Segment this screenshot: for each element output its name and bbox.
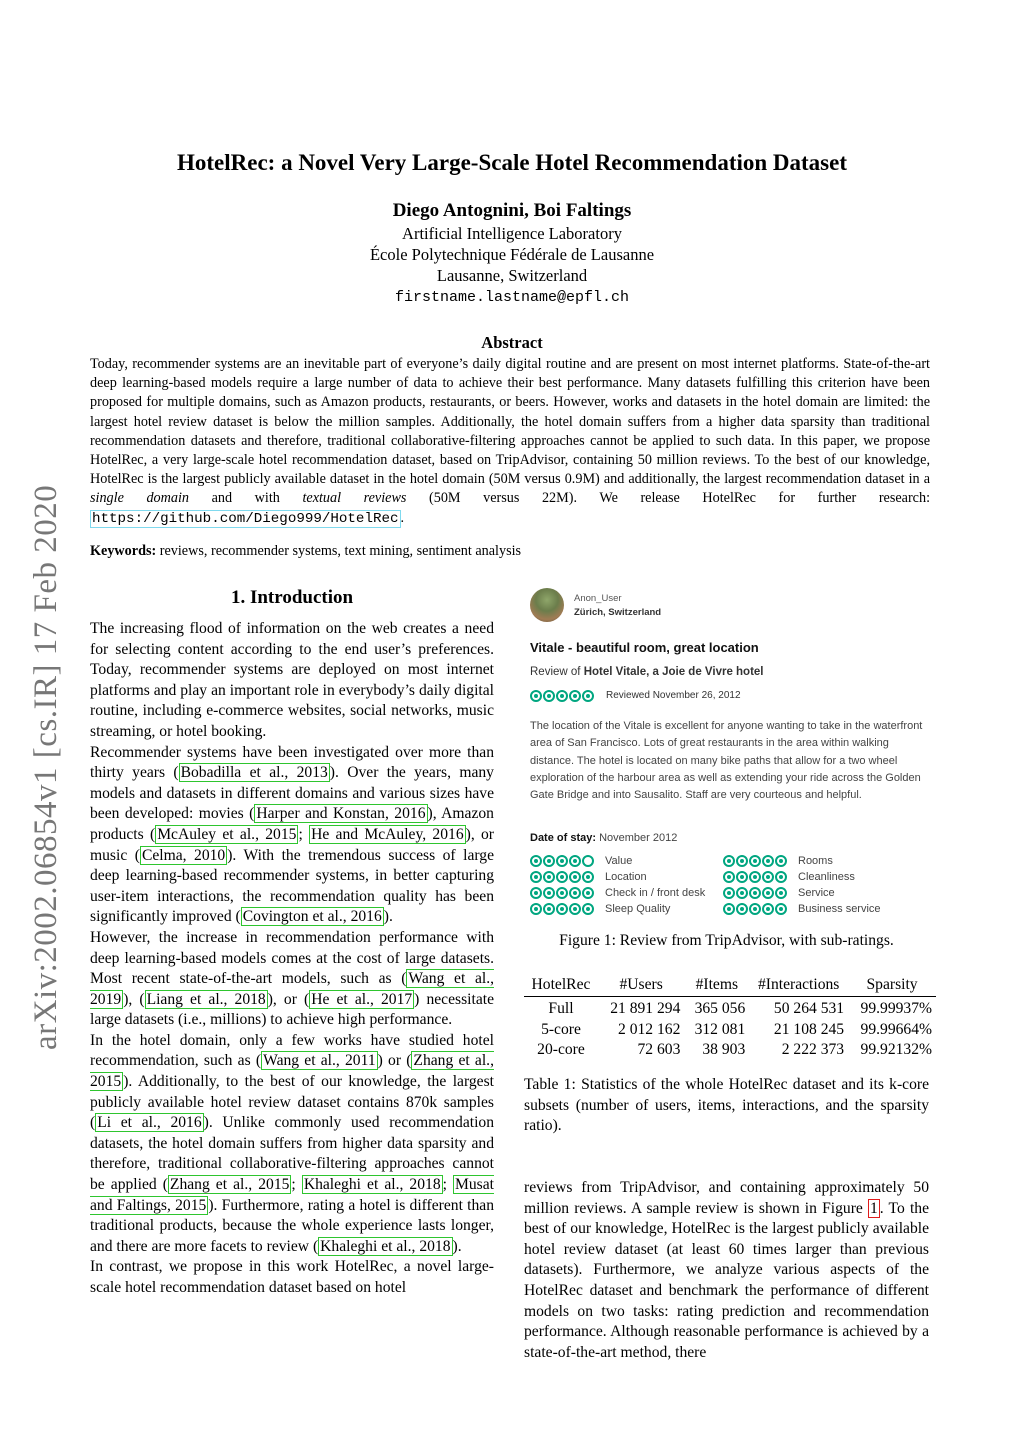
rating-bubble-filled-icon [569,903,581,915]
citation-link[interactable]: Bobadilla et al., 2013 [180,764,328,782]
rating-bubble-filled-icon [530,887,542,899]
citation-link[interactable]: Wang et al., 2011 [263,1052,376,1070]
citation-link[interactable]: Zhang et al., 2015 [90,1052,494,1091]
table-cell: 2 012 162 [618,1020,681,1038]
table-header-cell: HotelRec [524,975,598,997]
author-email[interactable]: firstname.lastname@epfl.ch [394,289,630,306]
rating-bubble-filled-icon [736,871,748,883]
subrating-sleep-label: Sleep Quality [605,903,671,915]
intro-paragraph-5: In contrast, we propose in this work HotelRec, a novel large-scale hotel recommendation dataset based on hotel [90,1258,494,1296]
keywords: Keywords: reviews, recommender systems, text mining, sentiment analysis [90,543,522,559]
table-cell: 365 056 [694,1000,746,1017]
citation-link[interactable]: Wang et al., 2019 [90,970,494,1008]
abstract-heading: Abstract [481,333,543,352]
rating-bubble-filled-icon [569,887,581,899]
table-cell: 38 903 [702,1041,746,1058]
rating-bubble-filled-icon [749,887,761,899]
rating-bubble-filled-icon [749,871,761,883]
subrating-checkin-bubbles [530,887,594,899]
rating-bubble-filled-icon [543,871,555,883]
rating-bubble-filled-icon [723,855,735,867]
rating-bubble-filled-icon [775,855,787,867]
introduction-right-column: reviews from TripAdvisor, and containing approximately 50 million reviews. A sample review is shown in Figure 1 . To the best of our knowledge, HotelRec is the largest publicly available hotel review dataset (at least 60 times larger than previous datasets). Furthermore, we analyze various aspects of the HotelRec dataset and benchmark the performance of different models on two tasks: rating prediction and recommendation performance. Although reasonable performance is achieved by a state-of-the-art method, there [524,1179,929,1361]
citation-link[interactable]: Harper and Konstan, 2016 [256,805,426,823]
table-cell: 5-core [541,1020,581,1038]
citation-link[interactable]: Covington et al., 2016 [242,908,382,926]
table-cell: 99.99664% [860,1020,932,1038]
affiliation-city: Lausanne, Switzerland [436,266,588,285]
rating-bubble-filled-icon [569,871,581,883]
rating-bubble-filled-icon [569,855,581,867]
rating-bubble-filled-icon [582,690,594,702]
github-link[interactable]: https://github.com/Diego999/HotelRec [92,510,399,527]
paper-title: HotelRec: a Novel Very Large-Scale Hotel Recommendation Dataset [176,150,848,175]
section-heading-introduction: 1. Introduction [230,587,354,608]
abstract-body: Today, recommender systems are an inevitable part of everyone’s daily digital routine and are present on most internet platforms. State-of-the-art deep learning-based models require a large number of data to achieve their best performance. Many datasets fulfilling this criterion have been proposed for multiple domains, such as Amazon products, restaurants, or beers. However, works and datasets in the hotel domain are limited: the largest hotel review dataset is below the million samples. Additionally, the hotel domain suffers from a higher data sparsity than traditional recommendation datasets and therefore, traditional collaborative-filtering approaches cannot be applied to such data. In this paper, we propose HotelRec, a very large-scale hotel recommendation dataset, based on TripAdvisor, containing 50 million reviews. To the best of our knowledge, HotelRec is the largest publicly available dataset in the hotel domain (50M versus 0.9M) and additionally, the largest recommendation dataset in a single domain and with textual reviews (50M versus 22M). We release HotelRec for further research: https://github.com/Diego999/HotelRec . [90,356,931,527]
citation-link[interactable]: Musat and Faltings, 2015 [90,1176,494,1214]
table-cell: 20-core [537,1041,585,1058]
rating-bubble-filled-icon [582,871,594,883]
rating-bubble-filled-icon [530,690,542,702]
affiliation-school: École Polytechnique Fédérale de Lausanne [369,245,655,264]
subrating-location-label: Location [605,871,647,883]
arxiv-identifier: arXiv:2002.06854v1 [cs.IR] 17 Feb 2020 [28,484,64,1050]
table-cell: 312 081 [694,1020,746,1038]
subrating-value-bubbles [530,855,594,867]
intro-paragraph-2: Recommender systems have been investigated over more than thirty years ( Bobadilla et al., 2013 ). Over the years, many models and datasets in different domains and various sizes have been developed: movies ( Harper and Konstan, 2016 ), Amazon products ( McAuley et al., 2015 ; He and McAuley, 2016 ), or music ( Celma, 2010 ). With the tremendous success of large deep learning-based recommender systems, in better capturing user-item interactions, the recommendation quality has been significantly improved ( Covington et al., 2016 ). [90,743,494,926]
rating-bubble-filled-icon [556,871,568,883]
rating-bubble-filled-icon [775,903,787,915]
table-cell: Full [548,1000,574,1017]
subrating-rooms-label: Rooms [798,855,833,867]
rating-bubble-filled-icon [582,903,594,915]
rating-bubble-filled-icon [569,690,581,702]
table-header-cell: #Items [684,975,749,997]
rating-bubble-filled-icon [736,887,748,899]
citation-link[interactable]: Liang et al., 2018 [146,990,266,1008]
citation-link[interactable]: McAuley et al., 2015 [157,825,297,843]
rating-bubble-filled-icon [543,855,555,867]
review-of-hotel: Review of Hotel Vitale, a Joie de Vivre hotel [530,666,764,678]
subrating-location-bubbles [530,871,594,883]
subrating-rooms-bubbles [723,855,787,867]
rating-bubble-filled-icon [556,855,568,867]
table-row [524,1040,936,1061]
intro-paragraph-3: However, the increase in recommendation performance with deep learning-based models comes at the cost of large datasets. Most recent state-of-the-art models, such as ( Wang et al., 2019 ), ( Liang et al., 2018 ), or ( He et al., 2017 ) necessitate large datasets (i.e., millions) to achieve high performance. [90,928,494,1029]
figure-caption: Figure 1: Review from TripAdvisor, with sub-ratings. [559,932,894,949]
table-header-row [524,975,936,997]
rating-bubble-filled-icon [556,903,568,915]
subrating-business-bubbles [723,903,787,915]
subrating-checkin-label: Check in / front desk [605,887,706,899]
citation-link[interactable]: Li et al., 2016 [97,1114,202,1132]
introduction-left-column [90,619,494,1299]
paper-authors: Diego Antognini, Boi Faltings [392,200,632,221]
review-user-location: Zürich, Switzerland [574,607,662,618]
table-cell: 2 222 373 [781,1041,845,1058]
table-header-cell: #Interactions [749,975,848,997]
rating-bubble-filled-icon [762,855,774,867]
date-of-stay: Date of stay: November 2012 [530,832,678,844]
rating-bubble-filled-icon [723,871,735,883]
table-row [524,997,936,1020]
rating-bubble-filled-icon [736,855,748,867]
review-title: Vitale - beautiful room, great location [530,640,759,655]
table-cell: 50 264 531 [773,1000,845,1017]
citation-link[interactable]: Khaleghi et al., 2018 [320,1237,451,1255]
citation-link[interactable]: He and McAuley, 2016 [311,825,464,843]
rating-bubble-filled-icon [723,887,735,899]
table-cell: 72 603 [637,1041,681,1058]
subrating-business-label: Business service [798,903,881,915]
citation-link[interactable]: Celma, 2010 [141,846,226,864]
citation-link[interactable]: He et al., 2017 [311,990,413,1008]
review-date: Reviewed November 26, 2012 [606,690,741,701]
subrating-cleanliness-bubbles [723,871,787,883]
rating-bubble-filled-icon [582,887,594,899]
rating-bubble-filled-icon [556,690,568,702]
rating-bubble-filled-icon [762,887,774,899]
table-cell: 21 108 245 [773,1020,845,1038]
table-row [524,1020,936,1041]
user-avatar [530,588,564,622]
subrating-service-label: Service [798,887,835,899]
intro-paragraph-4: In the hotel domain, only a few works have studied hotel recommendation, such as ( Wang et al., 2011 ) or ( Zhang et al., 2015 ). Additionally, to the best of our knowledge, the largest publicly available hotel review dataset contains 870k samples ( Li et al., 2016 ). Unlike commonly used recommendation datasets, the hotel domain suffers from higher data sparsity and therefore, traditional collaborative-filtering approaches cannot be applied ( Zhang et al., 2015 ; Khaleghi et al., 2018 ; Musat and Faltings, 2015 ). Furthermore, rating a hotel is different than traditional products, because the whole experience lasts longer, and there are more facets to review ( Khaleghi et al., 2018 ). [90,1031,495,1255]
rating-bubble-empty-icon [582,855,594,867]
figure-reference-link[interactable]: 1 [869,1199,878,1217]
subrating-service-bubbles [723,887,787,899]
table-cell: 99.99937% [860,1000,932,1017]
rating-bubble-filled-icon [736,903,748,915]
table-cell: 99.92132% [860,1041,932,1058]
rating-bubble-filled-icon [556,887,568,899]
rating-bubble-filled-icon [749,903,761,915]
statistics-table [524,975,936,1061]
intro-paragraph-1: The increasing flood of information on the web creates a need for selecting content according to the end user’s preferences. Today, recommender systems are deployed on most internet platforms and play an important role in everybody’s daily digital routine, including e-commerce websites, social networks, music streaming, or hotel booking. [90,620,494,740]
rating-bubble-filled-icon [543,903,555,915]
subrating-sleep-bubbles [530,903,594,915]
rating-bubble-filled-icon [775,887,787,899]
overall-rating-bubbles [530,690,594,702]
table-cell: 21 891 294 [610,1000,681,1017]
subrating-value-label: Value [605,855,633,867]
affiliation-lab: Artificial Intelligence Laboratory [402,224,622,243]
rating-bubble-filled-icon [775,871,787,883]
review-text: The location of the Vitale is excellent for anyone wanting to take in the waterfront area of San Francisco. Lots of great restaurants in the area within walking distance. The hotel is located on many bike paths that allow for a two wheel exploration of the harbour area as well as extending your ride across the Golden Gate Bridge and into Sausalito. Staff are very courteous and helpful. [530,720,923,802]
review-username: Anon_User [574,593,622,604]
rating-bubble-filled-icon [543,887,555,899]
rating-bubble-filled-icon [530,855,542,867]
table-header-cell: #Users [598,975,684,997]
citation-link[interactable]: Khaleghi et al., 2018 [303,1176,441,1194]
subrating-cleanliness-label: Cleanliness [798,871,855,883]
rating-bubble-filled-icon [723,903,735,915]
review-figure [528,586,928,921]
citation-link[interactable]: Zhang et al., 2015 [169,1176,290,1194]
rating-bubble-filled-icon [543,690,555,702]
rating-bubble-filled-icon [749,855,761,867]
rating-bubble-filled-icon [530,903,542,915]
table-caption: Table 1: Statistics of the whole HotelRec dataset and its k-core subsets (number of users, items, interactions, and the sparsity ratio). [524,1076,929,1135]
table-header-cell: Sparsity [848,975,936,997]
rating-bubble-filled-icon [530,871,542,883]
rating-bubble-filled-icon [762,903,774,915]
rating-bubble-filled-icon [762,871,774,883]
